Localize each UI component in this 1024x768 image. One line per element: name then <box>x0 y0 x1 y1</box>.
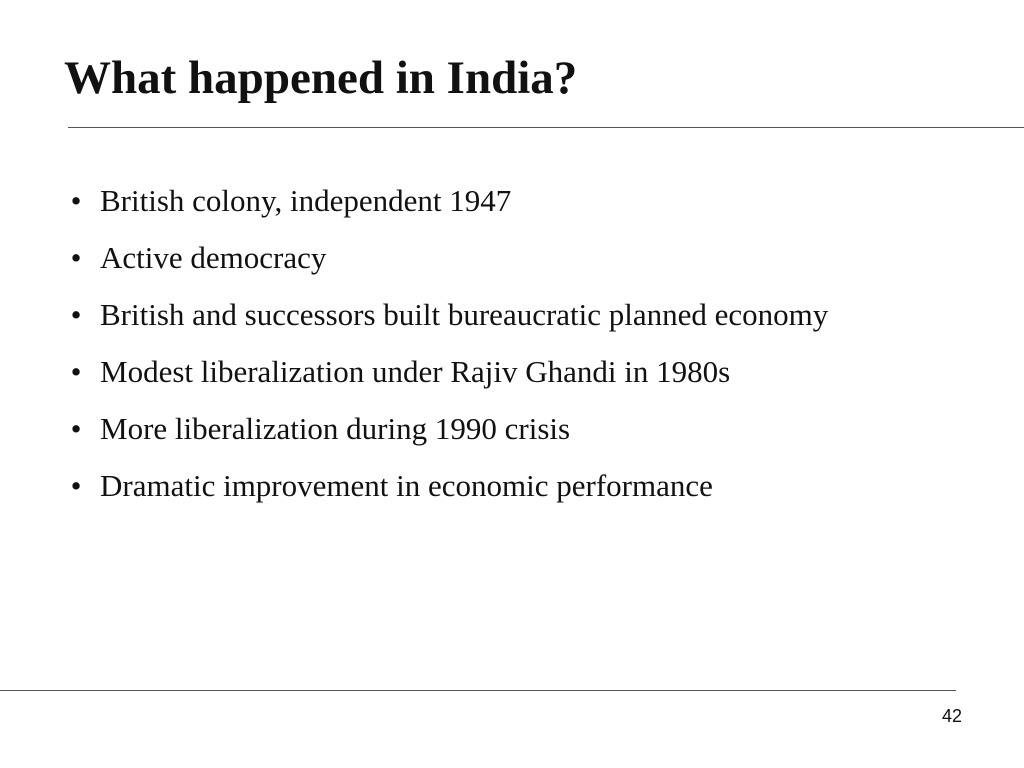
bullet-dot-icon: • <box>70 240 82 275</box>
bullet-dot-icon: • <box>70 297 82 332</box>
bullet-dot-icon: • <box>70 468 82 503</box>
footer-divider <box>0 690 956 691</box>
bullet-dot-icon: • <box>70 411 82 446</box>
bullet-item <box>64 467 894 504</box>
bullet-item <box>64 182 894 219</box>
bullet-text: British and successors built bureaucratic planned economy <box>100 297 829 332</box>
bullet-text: Active democracy <box>100 240 327 275</box>
bullet-text: Modest liberalization under Rajiv Ghandi in 1980s <box>100 354 731 389</box>
page-number: 42 <box>941 706 962 726</box>
bullet-item <box>64 239 894 276</box>
bullet-item <box>64 410 894 447</box>
bullet-list <box>64 182 894 524</box>
bullet-text: British colony, independent 1947 <box>100 183 512 218</box>
title-divider <box>68 127 1024 128</box>
bullet-item <box>64 353 894 390</box>
bullet-text: Dramatic improvement in economic performance <box>100 468 713 503</box>
bullet-item <box>64 296 894 333</box>
bullet-dot-icon: • <box>70 354 82 389</box>
bullet-dot-icon: • <box>70 183 82 218</box>
bullet-text: More liberalization during 1990 crisis <box>100 411 571 446</box>
slide-title: What happened in India? <box>64 52 578 104</box>
